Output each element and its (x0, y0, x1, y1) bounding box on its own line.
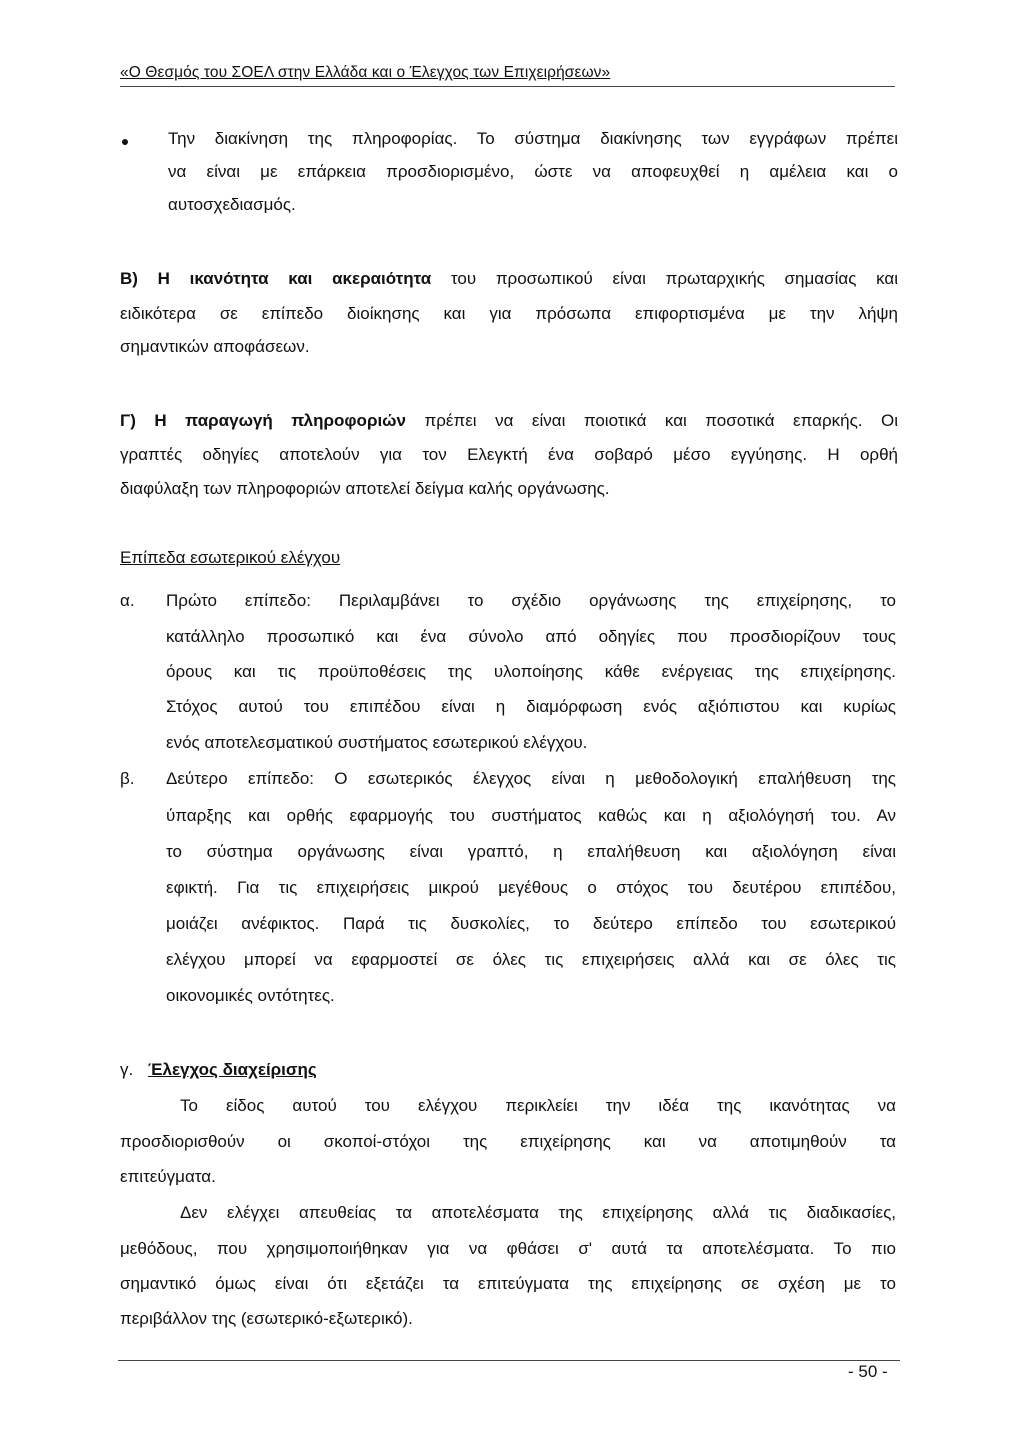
para-b-line-3: σημαντικών αποφάσεων. (120, 337, 310, 356)
para-g-line-1 (120, 404, 898, 437)
item-a-line-5: ενός αποτελεσματικού συστήματος εσωτερικού ελέγχου. (166, 733, 588, 752)
item-b-line-4: εφικτή. Για τις επιχειρήσεις μικρού μεγέθους ο στόχος του δευτέρου επιπέδου, (166, 878, 896, 897)
para-b-line-2: ειδικότερα σε επίπεδο διοίκησης και για πρόσωπα επιφορτισμένα με την λήψη (120, 304, 898, 323)
item-b-line-2: ύπαρξης και ορθής εφαρμογής του συστήματος καθώς και η αξιολόγησή του. Αν (166, 806, 896, 825)
item-a-line-1: Πρώτο επίπεδο: Περιλαμβάνει το σχέδιο οργάνωσης της επιχείρησης, το (166, 591, 896, 610)
item-b-line-1: Δεύτερο επίπεδο: Ο εσωτερικός έλεγχος είναι η μεθοδολογική επαλήθευση της (166, 769, 896, 788)
footer-rule (118, 1360, 900, 1361)
item-c-marker: γ. (120, 1060, 134, 1079)
para-g-line-1-rest: πρέπει να είναι ποιοτικά και ποσοτικά επαρκής. Οι (406, 411, 898, 430)
para-b-line-1 (120, 262, 898, 295)
para-b-line-1-rest: του προσωπικού είναι πρωταρχικής σημασίας και (431, 269, 899, 288)
bullet-dot (122, 139, 128, 145)
para-g-line-2: γραπτές οδηγίες αποτελούν για τον Ελεγκτή ένα σοβαρό μέσο εγγύησης. Η ορθή (120, 445, 898, 464)
item-c-para1-line-3: επιτεύγματα. (120, 1167, 216, 1186)
item-c-para2-line-4: περιβάλλον της (εσωτερικό-εξωτερικό). (120, 1309, 413, 1328)
para-g-bold: Γ) Η παραγωγή πληροφοριών (120, 411, 406, 430)
item-c-para1-line-1: Το είδος αυτού του ελέγχου περικλείει την ιδέα της ικανότητας να (180, 1096, 896, 1115)
bullet-line-3: αυτοσχεδιασμός. (168, 195, 296, 214)
running-header: «Ο Θεσμός του ΣΟΕΛ στην Ελλάδα και ο Έλεγχος των Επιχειρήσεων» (120, 64, 611, 81)
bullet-line-1: Την διακίνηση της πληροφορίας. Το σύστημα διακίνησης των εγγράφων πρέπει (168, 129, 898, 148)
para-g-line-3: διαφύλαξη των πληροφοριών αποτελεί δείγμα καλής οργάνωσης. (120, 479, 610, 498)
header-rule (120, 86, 895, 87)
item-b-marker: β. (120, 769, 135, 788)
item-c-para1-line-2: προσδιορισθούν οι σκοποί-στόχοι της επιχείρησης και να αποτιμηθούν τα (120, 1132, 896, 1151)
item-a-line-3: όρους και τις προϋποθέσεις της υλοποίησης κάθε ενέργειας της επιχείρησης. (166, 662, 896, 681)
item-b-line-5: μοιάζει ανέφικτος. Παρά τις δυσκολίες, το δεύτερο επίπεδο του εσωτερικού (166, 914, 896, 933)
item-c-heading: Έλεγχος διαχείρισης (148, 1060, 317, 1079)
item-a-line-2: κατάλληλο προσωπικό και ένα σύνολο από οδηγίες που προσδιορίζουν τους (166, 627, 896, 646)
para-b-bold: Β) Η ικανότητα και ακεραιότητα (120, 269, 432, 288)
section-heading: Επίπεδα εσωτερικού ελέγχου (120, 548, 341, 567)
item-a-marker: α. (120, 591, 135, 610)
bullet-line-2: να είναι με επάρκεια προσδιορισμένο, ώστε να αποφευχθεί η αμέλεια και ο (168, 162, 898, 181)
item-b-line-3: το σύστημα οργάνωσης είναι γραπτό, η επαλήθευση και αξιολόγηση είναι (166, 842, 896, 861)
page-number: - 50 - (848, 1362, 888, 1381)
item-b-line-6: ελέγχου μπορεί να εφαρμοστεί σε όλες τις επιχειρήσεις αλλά και σε όλες τις (166, 950, 896, 969)
item-c-para2-line-1: Δεν ελέγχει απευθείας τα αποτελέσματα της επιχείρησης αλλά τις διαδικασίες, (180, 1203, 896, 1222)
item-a-line-4: Στόχος αυτού του επιπέδου είναι η διαμόρφωση ενός αξιόπιστου και κυρίως (166, 697, 896, 716)
item-b-line-7: οικονομικές οντότητες. (166, 986, 335, 1005)
item-c-para2-line-2: μεθόδους, που χρησιμοποιήθηκαν για να φθάσει σ' αυτά τα αποτελέσματα. Το πιο (120, 1239, 896, 1258)
item-c-para2-line-3: σημαντικό όμως είναι ότι εξετάζει τα επιτεύγματα της επιχείρησης σε σχέση με το (120, 1274, 896, 1293)
